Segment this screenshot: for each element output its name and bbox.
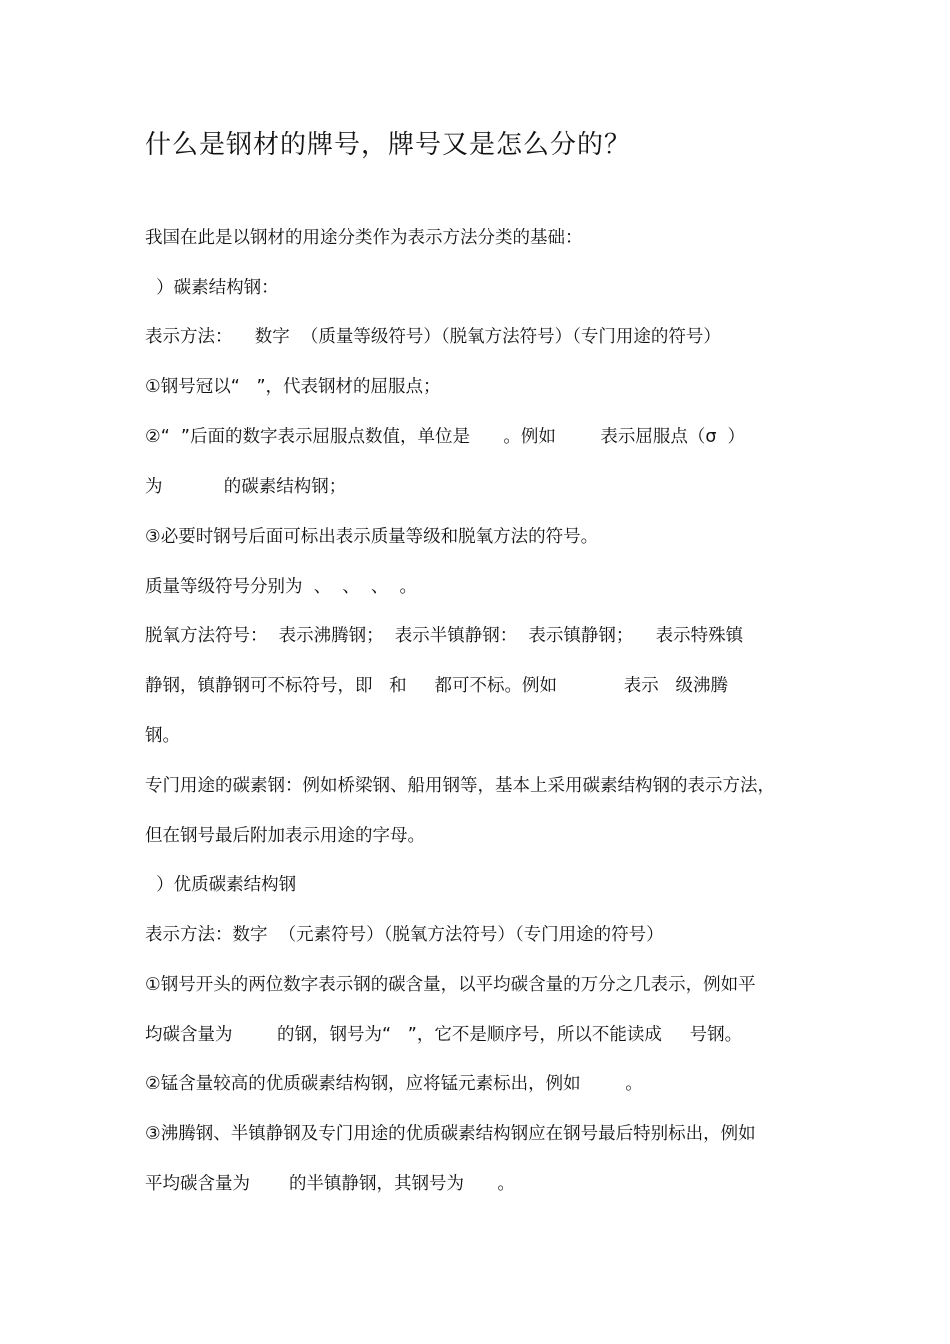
quality-rule-3-line: ③沸腾钢、半镇静钢及专门用途的优质碳素结构钢应在钢号最后特别标出，例如 (145, 1124, 756, 1144)
quality-notation-line: 表示方法：数字 （元素符号）（脱氧方法符号）（专门用途的符号） (145, 925, 664, 945)
document-title: 什么是钢材的牌号，牌号又是怎么分的？ (145, 130, 632, 160)
quality-rule-2-line: ②锰含量较高的优质碳素结构钢，应将锰元素标出，例如 。 (145, 1074, 643, 1094)
quality-rule-3-continued-line: 平均碳含量为 的半镇静钢，其钢号为 。 (145, 1174, 515, 1194)
section-quality-carbon-steel: ）优质碳素结构钢 (145, 875, 297, 895)
quality-rule-1-line: ①钢号开头的两位数字表示钢的碳含量，以平均碳含量的万分之几表示，例如平 (145, 975, 756, 995)
special-purpose-continued-line: 但在钢号最后附加表示用途的字母。 (145, 826, 425, 846)
special-purpose-line: 专门用途的碳素钢：例如桥梁钢、船用钢等，基本上采用碳素结构钢的表示方法， (145, 776, 775, 796)
quality-rule-1-continued-line: 均碳含量为 的钢，钢号为“ ”，它不是顺序号，所以不能读成 号钢。 (145, 1025, 743, 1045)
intro-line: 我国在此是以钢材的用途分类作为表示方法分类的基础： (145, 228, 583, 248)
deoxidation-line: 脱氧方法符号： 表示沸腾钢； 表示半镇静钢： 表示镇静钢； 表示特殊镇 (145, 626, 744, 646)
rule-1-line: ①钢号冠以“ ”，代表钢材的屈服点； (145, 377, 441, 397)
quality-grade-line: 质量等级符号分别为 、 、 、 。 (145, 577, 418, 597)
rule-2-continued-line: 为 的碳素结构钢； (145, 477, 347, 497)
notation-method-line: 表示方法： 数字 （质量等级符号）（脱氧方法符号）（专门用途的符号） (145, 327, 721, 347)
rule-2-line: ②“ ”后面的数字表示屈服点数值，单位是 。例如 表示屈服点（σ ） (145, 427, 746, 447)
rule-3-line: ③必要时钢号后面可标出表示质量等级和脱氧方法的符号。 (145, 527, 599, 547)
deoxidation-end-line: 钢。 (145, 726, 180, 746)
section-carbon-structural-steel: ）碳素结构钢： (145, 278, 279, 298)
deoxidation-continued-line: 静钢，镇静钢可不标符号，即 和 都可不标。例如 表示 级沸腾 (145, 676, 728, 696)
